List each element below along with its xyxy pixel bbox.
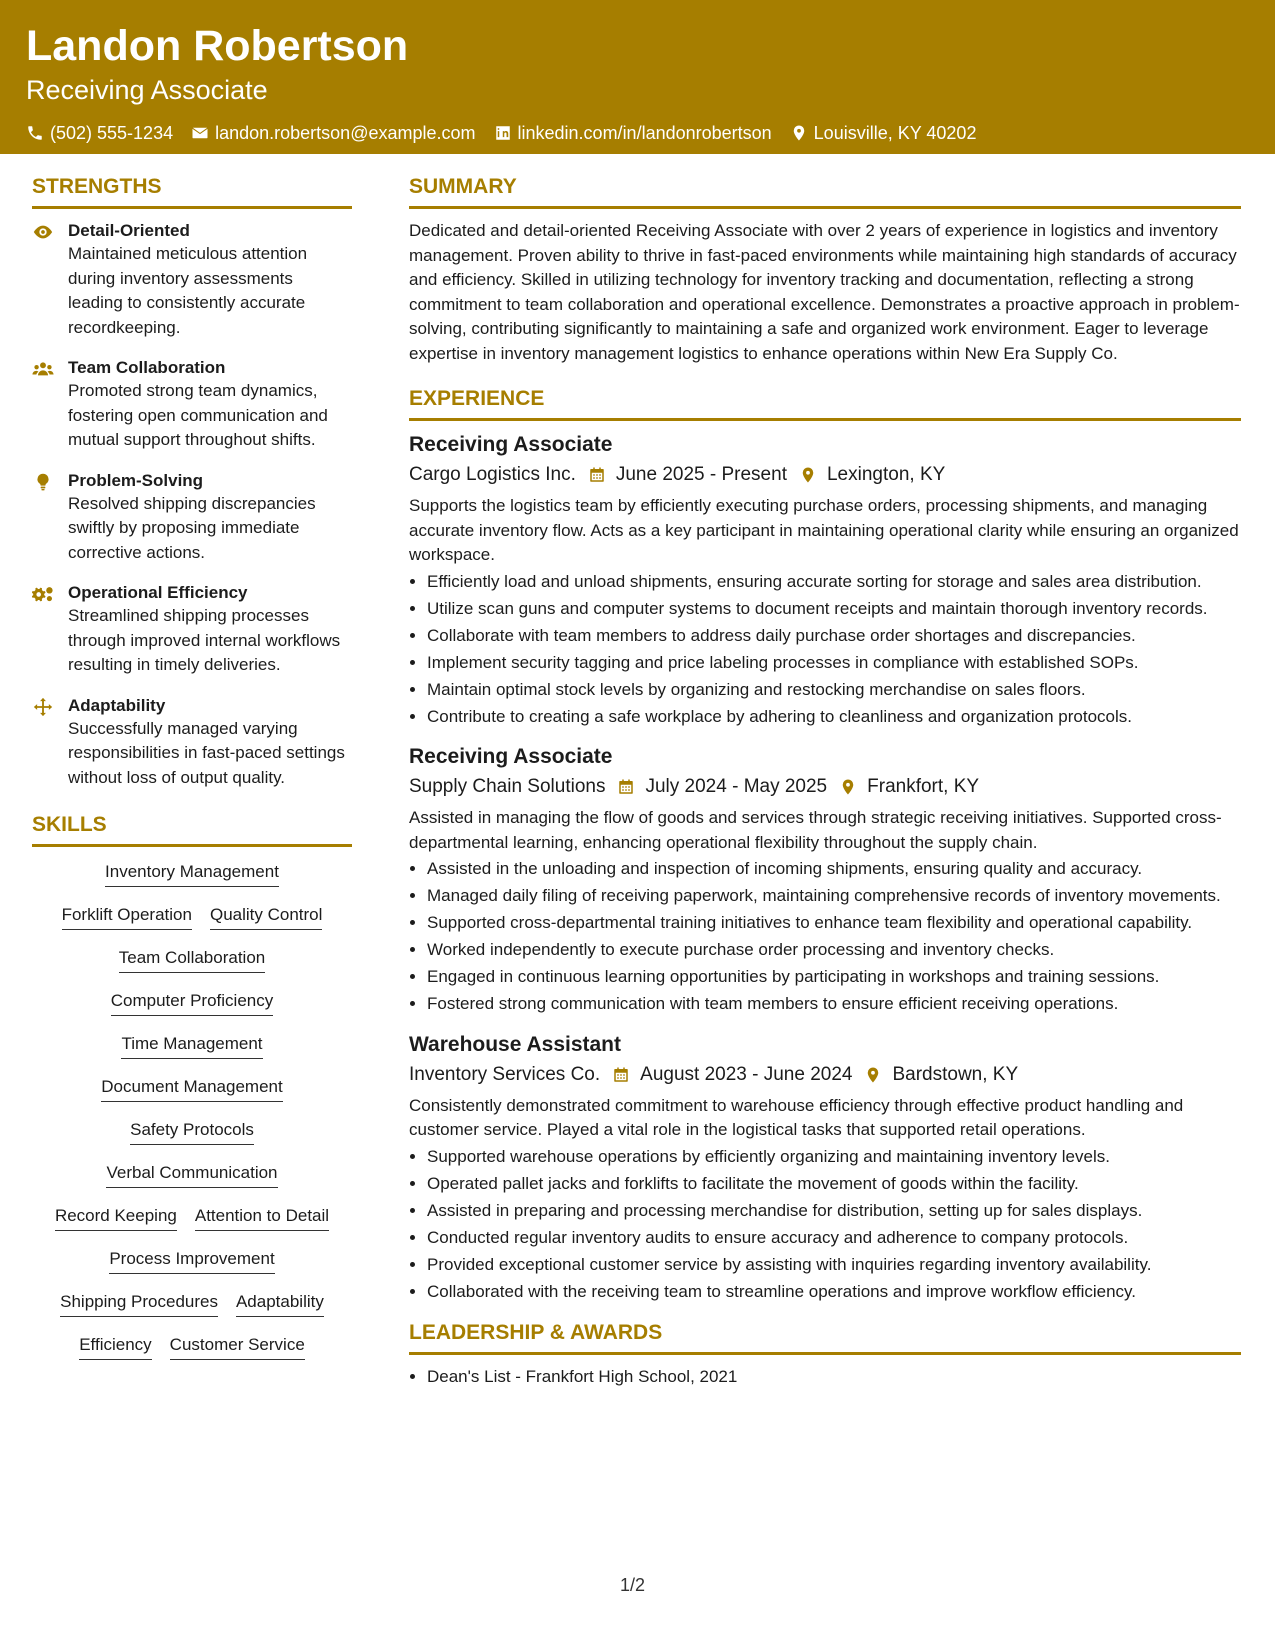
strength-title: Problem-Solving [68,470,204,490]
skill-tag: Safety Protocols [130,1119,254,1145]
linkedin-text: linkedin.com/in/landonrobertson [517,123,772,143]
strength-desc: Promoted strong team dynamics, fostering open communication and mutual support throughout shifts. [68,381,328,449]
job-dates: July 2024 - May 2025 [645,776,828,797]
job-bullet: • Worked independently to execute purchase order processing and inventory checks. [427,938,1241,963]
job-bullet: • Implement security tagging and price labeling processes in compliance with established SOPs. [427,651,1241,676]
strength-title: Adaptability [68,695,166,715]
map-pin-icon [790,124,808,142]
phone-text: (502) 555-1234 [50,123,174,143]
job-bullet: • Conducted regular inventory audits to ensure accuracy and adherence to company protocols. [427,1226,1241,1251]
email-text: landon.robertson@example.com [215,123,476,143]
left-column [32,174,352,1360]
strength-item [32,356,352,453]
job-bullet: • Operated pallet jacks and forklifts to facilitate the movement of goods within the facility. [427,1172,1241,1197]
calendar-icon [588,466,606,484]
job-bullets [409,1145,1241,1305]
skill-tag: Efficiency [79,1334,151,1360]
leadership-heading: LEADERSHIP & AWARDS [409,1320,1241,1355]
contact-location [790,122,977,144]
job-bullet: • Efficiently load and unload shipments, ensuring accurate sorting for storage and sales area distribution. [427,570,1241,595]
strength-item [32,469,352,566]
strengths-heading: STRENGTHS [32,174,352,209]
job-location: Frankfort, KY [867,776,980,797]
job-bullet: • Supported cross-departmental training initiatives to enhance team flexibility and operational capability. [427,911,1241,936]
job-entry [409,1031,1241,1305]
experience-list [409,431,1241,1304]
map-pin-icon [864,1066,882,1084]
resume-header [0,0,1275,154]
experience-heading: EXPERIENCE [409,386,1241,421]
linkedin-icon [494,124,512,142]
job-bullet: • Engaged in continuous learning opportunities by participating in workshops and training sessions. [427,965,1241,990]
skill-tag: Record Keeping [55,1205,177,1231]
phone-icon [26,124,44,142]
job-dates: June 2025 - Present [615,464,787,485]
job-dates: August 2023 - June 2024 [640,1063,853,1085]
contact-bar [26,122,1249,144]
candidate-name: Landon Robertson [26,22,409,70]
lightbulb-icon [32,472,54,492]
job-title: Receiving Associate [409,745,613,768]
skill-tag: Process Improvement [109,1248,274,1274]
job-company: Inventory Services Co. [409,1063,601,1085]
skill-tag: Computer Proficiency [111,990,274,1016]
job-entry [409,431,1241,729]
job-bullet: • Provided exceptional customer service by assisting with inquiries regarding inventory availability. [427,1253,1241,1278]
job-title: Warehouse Assistant [409,1032,621,1056]
strength-title: Detail-Oriented [68,221,190,240]
job-bullet: • Utilize scan guns and computer systems to document receipts and maintain thorough inventory records. [427,597,1241,622]
strength-item [32,581,352,678]
job-bullet: • Fostered strong communication with team members to ensure efficient receiving operations. [427,992,1241,1017]
eye-icon [32,222,54,242]
leadership-list [409,1365,1241,1390]
job-bullet: • Contribute to creating a safe workplace by adhering to cleanliness and organization protocols. [427,705,1241,730]
job-bullet: • Supported warehouse operations by efficiently organizing and maintaining inventory levels. [427,1145,1241,1170]
job-title: Receiving Associate [409,433,613,456]
skill-tag: Verbal Communication [106,1162,277,1188]
candidate-role: Receiving Associate [26,75,268,105]
leadership-item: • Dean's List - Frankfort High School, 2021 [427,1365,1241,1390]
skill-tag: Document Management [101,1076,282,1102]
summary-text: Dedicated and detail-oriented Receiving Associate with over 2 years of experience in logistics and inventory management. Proven ability to thrive in fast-paced environments while maintaining high standards of accuracy and efficiency. Skilled in utilizing technology for inventory tracking and documentation, reflecting a strong commitment to team collaboration and operational excellence. Demonstrates a proactive approach in problem-solving, contributing significantly to maintaining a safe and organized work environment. Eager to leverage expertise in inventory management logistics to enhance operations within New Era Supply Co. [409,221,1240,363]
job-meta [409,1062,1241,1088]
location-text: Louisville, KY 40202 [813,123,977,143]
envelope-icon [191,124,209,142]
job-company: Supply Chain Solutions [409,776,606,797]
skills-heading: SKILLS [32,812,352,847]
strength-item [32,219,352,340]
job-bullet: • Collaborate with team members to address daily purchase order shortages and discrepancies. [427,624,1241,649]
users-icon [32,359,54,379]
job-bullet: • Managed daily filing of receiving paperwork, maintaining comprehensive records of inventory movements. [427,884,1241,909]
skill-tag: Customer Service [170,1334,305,1360]
skill-tag: Team Collaboration [119,947,265,973]
strength-desc: Streamlined shipping processes through improved internal workflows resulting in timely deliveries. [68,606,341,674]
strength-desc: Successfully managed varying responsibilities in fast-paced settings without loss of output quality. [68,718,345,787]
right-column [409,174,1241,1392]
skill-tag: Shipping Procedures [60,1291,218,1317]
strength-item [32,694,352,791]
skill-tag: Forklift Operation [62,904,192,930]
skills-list [32,857,352,1360]
arrows-icon [32,697,54,717]
contact-phone[interactable] [26,122,173,144]
job-desc: Assisted in managing the flow of goods and services through strategic receiving initiatives. Supported cross-departmental learning, enhancing operational flexibility throughout the supply chain. [409,808,1222,852]
gears-icon [32,584,54,604]
job-company: Cargo Logistics Inc. [409,464,576,485]
skill-tag: Inventory Management [105,861,279,887]
job-bullet: • Collaborated with the receiving team to streamline operations and improve workflow efficiency. [427,1280,1241,1305]
contact-email[interactable] [191,122,475,144]
summary-heading: SUMMARY [409,174,1241,209]
job-meta [409,462,1241,488]
job-bullet: • Assisted in preparing and processing merchandise for distribution, setting up for sales displays. [427,1199,1241,1224]
job-bullets [409,570,1241,730]
skill-tag: Time Management [121,1033,262,1059]
job-meta [409,774,1241,800]
skill-tag: Adaptability [236,1291,324,1317]
page-number: 1/2 [620,1575,646,1595]
job-location: Bardstown, KY [892,1063,1019,1085]
job-location: Lexington, KY [826,464,946,485]
strength-title: Team Collaboration [68,358,226,377]
skill-tag: Attention to Detail [195,1205,329,1231]
job-bullets [409,857,1241,1017]
contact-linkedin[interactable] [494,122,772,144]
job-bullet: • Assisted in the unloading and inspection of incoming shipments, ensuring quality and accuracy. [427,857,1241,882]
job-bullet: • Maintain optimal stock levels by organizing and restocking merchandise on sales floors. [427,678,1241,703]
job-desc: Consistently demonstrated commitment to warehouse efficiency through effective product handling and customer service. Played a vital role in the logistical tasks that supported retail operations. [409,1095,1184,1139]
strength-desc: Maintained meticulous attention during inventory assessments leading to consistently accurate recordkeeping. [68,244,308,337]
map-pin-icon [839,778,857,796]
strength-title: Operational Efficiency [68,583,248,602]
job-entry [409,743,1241,1017]
map-pin-icon [799,466,817,484]
calendar-icon [612,1066,630,1084]
job-desc: Supports the logistics team by efficiently executing purchase orders, processing shipments, and managing accurate inventory flow. Acts as a key participant in maintaining operational clarity while ensuring an organized workspace. [409,496,1239,564]
strength-desc: Resolved shipping discrepancies swiftly by proposing immediate corrective actions. [68,493,316,562]
skill-tag: Quality Control [210,904,322,930]
calendar-icon [617,778,635,796]
